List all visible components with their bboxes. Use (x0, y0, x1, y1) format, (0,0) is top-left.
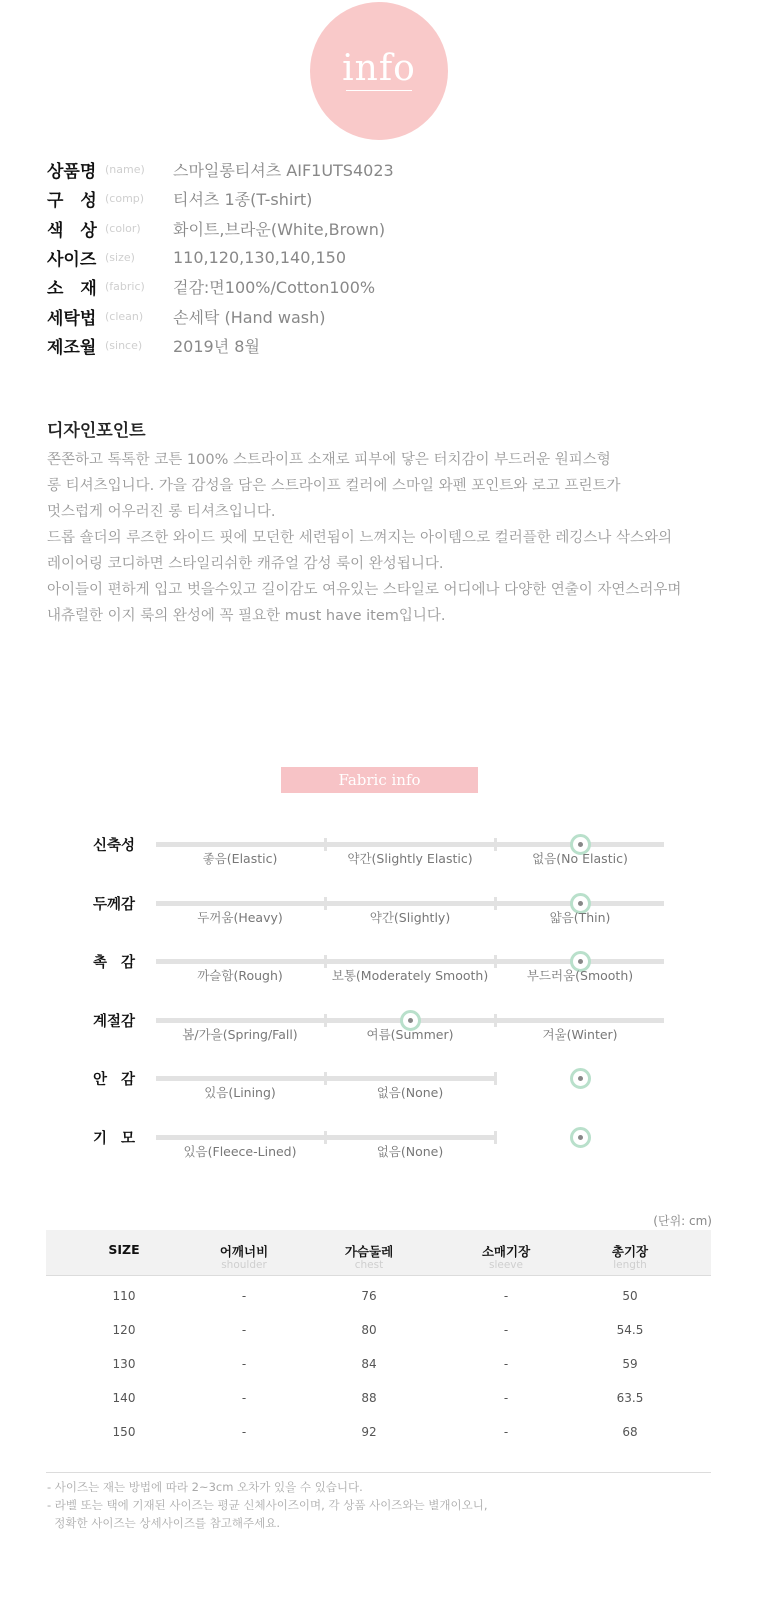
size-cell: - (241, 1289, 247, 1303)
size-header-label: 어깨너비 (219, 1244, 269, 1259)
size-cell: - (503, 1425, 509, 1439)
spec-label-en: (fabric) (105, 280, 145, 294)
fabric-scale-row (0, 1010, 780, 1068)
fabric-scale-marker (570, 1068, 591, 1089)
table-row (46, 1381, 711, 1415)
note-line: - 사이즈는 재는 방법에 따라 2~3cm 오차가 있을 수 있습니다. (47, 1480, 363, 1494)
spec-row-since (47, 331, 394, 360)
size-header-cell (436, 1230, 576, 1271)
size-header-sublabel: sleeve (489, 1259, 523, 1271)
size-cell: 92 (361, 1425, 377, 1439)
spec-label-en: (name) (105, 163, 145, 177)
spec-label-en: (color) (105, 221, 141, 235)
size-cell: 59 (622, 1357, 638, 1371)
fabric-scale-label: 촉감 (93, 955, 150, 971)
size-header-sublabel: chest (354, 1259, 384, 1271)
spec-row-size (47, 243, 394, 272)
fabric-info-banner: Fabric info (281, 767, 478, 793)
spec-value: 2019년 8월 (173, 336, 260, 356)
fabric-scale-option: 봄/가을(Spring/Fall) (182, 1026, 298, 1042)
size-cell: 63.5 (616, 1391, 644, 1405)
fabric-scale-row (0, 951, 780, 1009)
size-cell: - (241, 1323, 247, 1337)
spec-label: 색상 (47, 220, 114, 241)
size-cell: 84 (361, 1357, 377, 1371)
design-line: 내츄럴한 이지 룩의 완성에 꼭 필요한 must have item입니다. (47, 608, 446, 624)
design-line: 쫀쫀하고 톡톡한 코튼 100% 스트라이프 소재로 피부에 닿은 터치감이 부드러운 원피스형 (47, 452, 611, 468)
table-row (46, 1313, 711, 1347)
spec-value: 손세탁 (Hand wash) (173, 307, 326, 327)
spec-label: 상품명 (47, 162, 97, 183)
spec-value: 티셔츠 1종(T-shirt) (173, 190, 313, 210)
spec-value: 110,120,130,140,150 (173, 248, 347, 268)
size-cell: - (241, 1357, 247, 1371)
unit-label: (단위: cm) (653, 1214, 712, 1228)
fabric-scale-option: 부드러움(Smooth) (526, 968, 634, 983)
spec-label-en: (size) (105, 251, 135, 265)
size-cell: 130 (112, 1357, 136, 1371)
info-badge (310, 2, 448, 140)
fabric-scale-row (0, 1068, 780, 1126)
fabric-scale-option: 겨울(Winter) (542, 1026, 618, 1042)
size-header-sublabel: length (613, 1259, 647, 1271)
spec-value: 스마일롱티셔츠 AIF1UTS4023 (173, 161, 394, 181)
design-line: 드롭 숄더의 루즈한 와이드 핏에 모던한 세련됨이 느껴지는 아이템으로 컬러플한 레깅스나 삭스와의 (47, 530, 672, 546)
fabric-scale-option: 까슬함(Rough) (197, 968, 283, 983)
size-header-label: 소매기장 (481, 1244, 531, 1259)
fabric-scale-marker (570, 1127, 591, 1148)
size-header-cell (54, 1230, 194, 1257)
spec-label-en: (since) (105, 338, 143, 352)
design-line: 레이어링 코디하면 스타일리쉬한 캐쥬얼 감성 룩이 완성됩니다. (47, 556, 444, 572)
fabric-scale-option: 없음(None) (376, 1143, 444, 1159)
table-row (46, 1415, 711, 1449)
size-cell: - (241, 1425, 247, 1439)
spec-row-fabric (47, 272, 394, 301)
fabric-scale-bar (156, 1135, 497, 1140)
size-header-label: 가슴둘레 (344, 1244, 394, 1259)
spec-value: 겉감:면100%/Cotton100% (173, 278, 376, 298)
size-cell: - (503, 1357, 509, 1371)
size-cell: 54.5 (616, 1323, 644, 1337)
spec-value: 화이트,브라운(White,Brown) (173, 219, 386, 239)
size-header-sublabel: shoulder (221, 1259, 267, 1271)
table-row (46, 1279, 711, 1313)
fabric-scale-label: 계절감 (93, 1013, 136, 1030)
product-spec-list (47, 155, 394, 360)
spec-row-color (47, 214, 394, 243)
size-cell: - (503, 1323, 509, 1337)
spec-label: 사이즈 (47, 250, 97, 271)
fabric-scale-option: 있음(Lining) (204, 1085, 276, 1100)
spec-label: 소재 (47, 279, 114, 300)
fabric-scale-label: 기모 (93, 1130, 150, 1147)
design-line: 아이들이 편하게 입고 벗을수있고 길이감도 여유있는 스타일로 어디에나 다양한 연출이 자연스러우며 (47, 582, 682, 598)
fabric-scale-option: 여름(Summer) (366, 1026, 454, 1042)
size-table-divider (46, 1472, 711, 1473)
table-row (46, 1347, 711, 1381)
design-line: 롱 티셔츠입니다. 가을 감성을 담은 스트라이프 컬러에 스마일 와펜 포인트와 로고 프린트가 (47, 478, 621, 494)
note-line: 정확한 사이즈는 상세사이즈를 참고해주세요. (47, 1516, 281, 1530)
size-cell: 80 (361, 1323, 377, 1337)
fabric-scale-option: 있음(Fleece-Lined) (183, 1143, 297, 1159)
size-notes (47, 1478, 487, 1532)
size-header-label: 총기장 (611, 1244, 649, 1259)
fabric-scale-row (0, 893, 780, 951)
spec-row-name (47, 155, 394, 184)
fabric-scale-option: 없음(None) (376, 1085, 444, 1100)
spec-label-en: (comp) (105, 192, 145, 206)
size-cell: - (503, 1391, 509, 1405)
size-header-cell (174, 1230, 314, 1271)
size-header-cell (560, 1230, 700, 1271)
size-cell: - (241, 1391, 247, 1405)
fabric-scale-row (0, 1127, 780, 1185)
size-header-label: SIZE (108, 1242, 140, 1257)
size-cell: 68 (622, 1425, 638, 1439)
fabric-scale-option: 보통(Moderately Smooth) (331, 968, 489, 983)
fabric-scale-option: 얇음(Thin) (549, 909, 611, 925)
fabric-scale-option: 없음(No Elastic) (532, 851, 628, 866)
info-title-underline (346, 90, 412, 91)
size-cell: 150 (112, 1425, 136, 1439)
design-point-title: 디자인포인트 (47, 421, 146, 441)
size-cell: 120 (112, 1323, 136, 1337)
design-line: 멋스럽게 어우러진 롱 티셔츠입니다. (47, 504, 276, 520)
size-cell: 76 (361, 1289, 377, 1303)
fabric-scale-row (0, 834, 780, 892)
fabric-scale-label: 안감 (93, 1072, 150, 1088)
note-line: - 라벨 또는 택에 기재된 사이즈는 평균 신체사이즈이며, 각 상품 사이즈와는 별개이오니, (47, 1498, 488, 1512)
fabric-scale-option: 좋음(Elastic) (202, 851, 278, 866)
size-header-cell (299, 1230, 439, 1271)
spec-row-comp (47, 184, 394, 213)
fabric-scale-option: 약간(Slightly) (369, 909, 451, 925)
fabric-scale-label: 신축성 (93, 838, 136, 854)
fabric-scale-bar (156, 1076, 497, 1081)
size-cell: 88 (361, 1391, 377, 1405)
design-point-text (47, 447, 681, 629)
fabric-scale-label: 두께감 (93, 896, 136, 913)
spec-row-clean (47, 301, 394, 330)
spec-label: 세탁법 (47, 308, 97, 329)
fabric-scale-option: 약간(Slightly Elastic) (347, 851, 473, 866)
spec-label-en: (clean) (105, 309, 144, 323)
size-table-header (46, 1230, 711, 1276)
size-cell: - (503, 1289, 509, 1303)
fabric-scale-bar (156, 1018, 664, 1023)
info-title: info (342, 48, 416, 89)
size-cell: 140 (112, 1391, 136, 1405)
spec-label: 제조월 (47, 337, 97, 358)
fabric-scale-option: 두꺼움(Heavy) (197, 909, 283, 925)
fabric-scale-bar (156, 842, 664, 847)
fabric-scale-bar (156, 901, 664, 906)
size-cell: 50 (622, 1289, 638, 1303)
size-cell: 110 (112, 1289, 136, 1303)
spec-label: 구성 (47, 191, 114, 212)
fabric-scale-bar (156, 959, 664, 964)
